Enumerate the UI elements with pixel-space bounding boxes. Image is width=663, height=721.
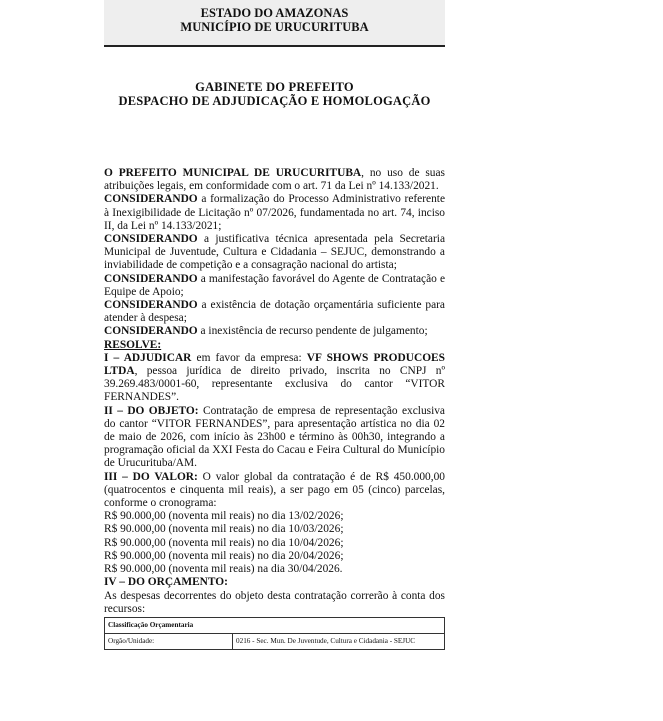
- item-objeto: [104, 405, 445, 471]
- item-ii-label: II – DO OBJETO:: [104, 404, 199, 417]
- considerando-text: a existência de dotação orçamentária suficiente para atender à despesa;: [104, 299, 445, 325]
- budget-row-label: Orgão/Unidade:: [105, 634, 233, 649]
- considerando-label: CONSIDERANDO: [104, 233, 198, 246]
- installment-2: R$ 90.000,00 (noventa mil reais) no dia 10/03/2026;: [104, 523, 344, 536]
- table-row: [105, 634, 444, 649]
- considerando-label: CONSIDERANDO: [104, 193, 198, 206]
- item-valor: [104, 471, 445, 511]
- title-dispatch: DESPACHO DE ADJUDICAÇÃO E HOMOLOGAÇÃO: [118, 94, 431, 108]
- considerando-text: a inexistência de recurso pendente de julgamento;: [197, 325, 428, 338]
- item-iv-label: IV – DO ORÇAMENTO:: [104, 576, 228, 589]
- document-header: [104, 0, 445, 47]
- item-i-label: I – ADJUDICAR: [104, 351, 192, 364]
- item-ii-text: Contratação de empresa de representação exclusiva do cantor “VITOR FERNANDES”, para apresentação artística no dia 02 de maio de 2026, com início às 23h00 e término às 00h30, integrando a programação oficial da XXI Festa do Cacau e Feira Cultural do Município de Urucurituba/AM.: [104, 404, 445, 470]
- installment-4: R$ 90.000,00 (noventa mil reais) no dia 20/04/2026;: [104, 549, 344, 562]
- item-iv-text: As despesas decorrentes do objeto desta contratação correrão à conta dos recursos:: [104, 589, 445, 615]
- preamble-lead: O PREFEITO MUNICIPAL DE URUCURITUBA: [104, 167, 362, 179]
- item-iii-label: III – DO VALOR:: [104, 470, 198, 483]
- installment-5: R$ 90.000,00 (noventa mil reais) na dia 30/04/2026.: [104, 563, 343, 576]
- item-i-company: VF SHOWS PRODUCOES LTDA: [104, 351, 445, 378]
- budget-table: [104, 617, 445, 650]
- item-i-text: em favor da empresa:: [191, 351, 307, 364]
- considerando-label: CONSIDERANDO: [104, 299, 198, 312]
- considerando-label: CONSIDERANDO: [104, 325, 198, 338]
- considerando-text: a manifestação favorável do Agente de Contratação e Equipe de Apoio;: [104, 272, 445, 298]
- installment-1: R$ 90.000,00 (noventa mil reais) no dia 13/02/2026;: [104, 510, 344, 523]
- header-state: ESTADO DO AMAZONAS: [200, 6, 349, 20]
- budget-row-value: 0216 - Sec. Mun. De Juventude, Cultura e Cidadania - SEJUC: [236, 637, 416, 646]
- document-body: [104, 167, 445, 650]
- item-i-text-2: , pessoa jurídica de direito privado, inscrita no CNPJ nº 39.269.483/0001-60, representante exclusiva do cantor “VITOR FERNANDES”.: [104, 365, 445, 404]
- considerando-2: [104, 233, 445, 273]
- considerando-3: [104, 273, 445, 299]
- considerando-1: [104, 193, 445, 233]
- document-title: [104, 80, 445, 108]
- installment-3: R$ 90.000,00 (noventa mil reais) no dia 10/04/2026;: [104, 536, 344, 549]
- item-adjudicar: [104, 352, 445, 405]
- considerando-5: [104, 325, 445, 338]
- considerando-label: CONSIDERANDO: [104, 272, 198, 285]
- considerando-text: a formalização do Processo Administrativo referente à Inexigibilidade de Licitação nº 07/2026, fundamentada no art. 74, inciso II, da Lei nº 14.133/2021;: [104, 193, 445, 232]
- title-office: GABINETE DO PREFEITO: [195, 80, 354, 94]
- budget-table-heading: Classificação Orçamentaria: [105, 618, 444, 634]
- resolve-heading: RESOLVE:: [104, 338, 162, 351]
- considerando-4: [104, 299, 445, 325]
- document-page: [104, 0, 445, 650]
- header-municipality: MUNICÍPIO DE URUCURITUBA: [180, 20, 369, 34]
- item-iii-text: O valor global da contratação é de R$ 450.000,00 (quatrocentos e cinquenta mil reais), a ser pago em 05 (cinco) parcelas, conforme o cronograma:: [104, 470, 445, 510]
- considerando-text: a justificativa técnica apresentada pela Secretaria Municipal de Juventude, Cultura e Cidadania – SEJUC, demonstrando a inviabilidade de competição e a consagração nacional do artista;: [104, 233, 445, 272]
- preamble: [104, 167, 445, 193]
- preamble-text: , no uso de suas atribuições legais, em conformidade com o art. 71 da Lei nº 14.133/2021.: [104, 167, 445, 193]
